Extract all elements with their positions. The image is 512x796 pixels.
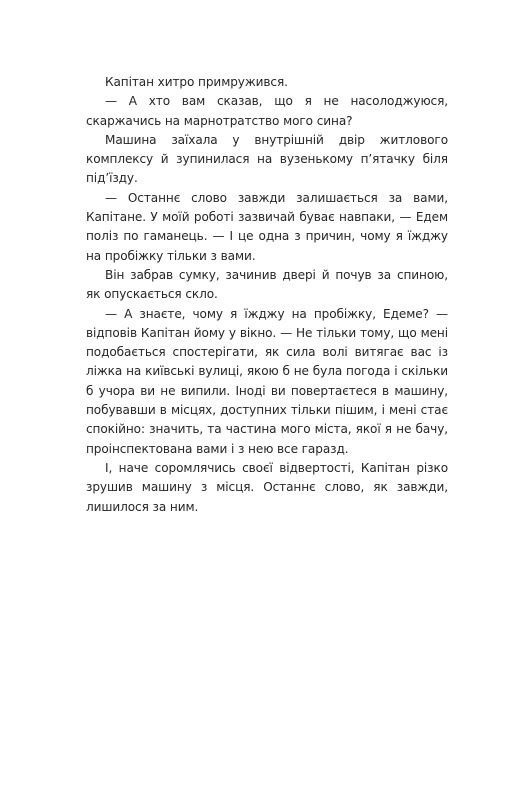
paragraph-7: І, наче соромлячись своєї відвертості, Капітан різко зрушив машину з місця. Останнє слово, як завжди, лишилося за ним. — [86, 460, 448, 514]
body-text — [86, 73, 448, 517]
paragraph-5: Він забрав сумку, зачинив двері й почув за спиною, як опускається скло. — [86, 267, 448, 302]
paragraph-1: Капітан хитро примружився. — [105, 75, 288, 89]
paragraph-3: Машина заїхала у внутрішній двір житлового комплексу й зупинилася на вузенькому п’ятачку біля під’їзду. — [86, 132, 448, 186]
paragraph-2: — А хто вам сказав, що я не насолоджуюся, скаржачись на марнотратство мого сина? — [86, 94, 448, 128]
paragraph-4: — Останнє слово завжди залишається за вами, Капітане. У моїй роботі зазвичай буває навпаки, — Едем поліз по гаманець. — І це одна з причин, чому я їжджу на пробіжку тільки з вами. — [86, 190, 448, 263]
paragraph-6: — А знаєте, чому я їжджу на пробіжку, Едеме? — відповів Капітан йому у вікно. — Не тільки тому, що мені подобається спостерігати, як сила волі витягає вас із ліжка на київські вулиці, якою б не була погода і скільки б учора ви не випили. Іноді ви повертаєтеся в машину, побувавши в місцях, доступних тільки пішим, і мені стає спокійно: значить, та частина мого міста, якої я не бачу, проінспектована вами і з нею все гаразд. — [86, 306, 448, 456]
